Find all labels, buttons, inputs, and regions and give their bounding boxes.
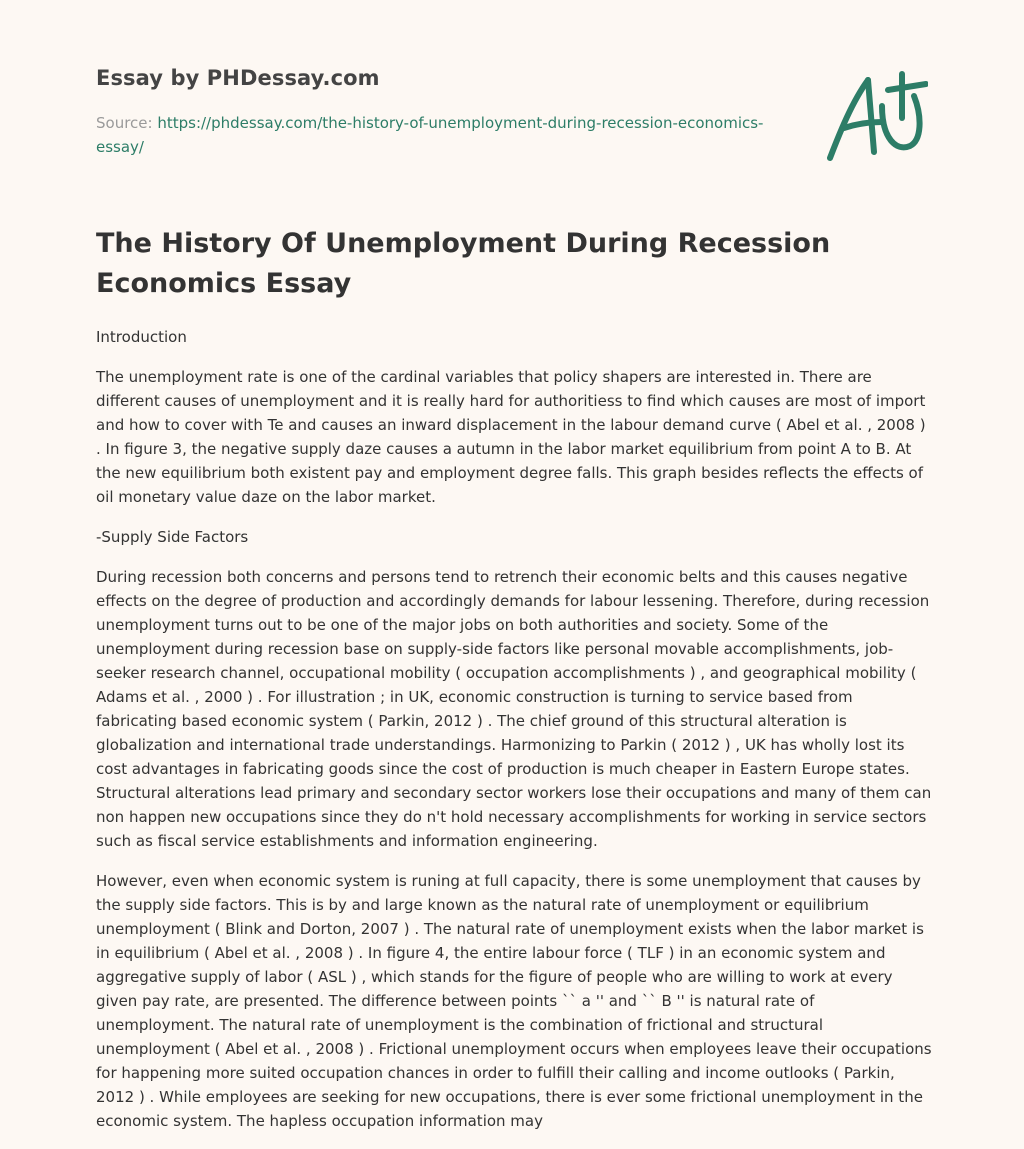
site-brand: Essay by PHDessay.com <box>96 66 380 90</box>
article-body <box>96 325 932 1149</box>
article-title: The History Of Unemployment During Recession Economics Essay <box>96 228 831 299</box>
paragraph-3: However, even when economic system is runing at full capacity, there is some unemployment that causes by the supply side factors. This is by and large known as the natural rate of unemployment or equilibrium unemployment ( Blink and Dorton, 2007 ) . The natural rate of unemployment exists when the labor market is in equilibrium ( Abel et al. , 2008 ) . In figure 4, the entire labour force ( TLF ) in an economic system and aggregative supply of labor ( ASL ) , which stands for the figure of people who are willing to work at every given pay rate, are presented. The difference between points `` a '' and `` B '' is natural rate of unemployment. The natural rate of unemployment is the combination of frictional and structural unemployment ( Abel et al. , 2008 ) . Frictional unemployment occurs when employees leave their occupations for happening more suited occupation chances in order to fulfill their calling and income outlooks ( Parkin, 2012 ) . While employees are seeking for new occupations, there is ever some frictional unemployment in the economic system. The hapless occupation information may <box>96 872 932 1130</box>
paragraph-introduction-heading: Introduction <box>96 328 187 346</box>
paragraph-supply-side-heading: -Supply Side Factors <box>96 528 249 546</box>
paragraph-1: The unemployment rate is one of the cardinal variables that policy shapers are interested in. There are different causes of unemployment and it is really hard for authoritiess to find which causes are most of import and how to cover with Te and causes an inward displacement in the labour demand curve ( Abel et al. , 2008 ) . In figure 3, the negative supply daze causes a autumn in the labor market equilibrium from point A to B. At the new equilibrium both existent pay and employment degree falls. This graph besides reflects the effects of oil monetary value daze on the labor market. <box>96 368 926 506</box>
a-plus-logo-icon <box>822 66 928 166</box>
source-link[interactable]: https://phdessay.com/the-history-of-unemployment-during-recession-economics-essay/ <box>96 114 764 156</box>
paragraph-2: During recession both concerns and persons tend to retrench their economic belts and this causes negative effects on the degree of production and accordingly demands for labour lessening. Therefore, during recession unemployment turns out to be one of the major jobs on both authorities and society. Some of the unemployment during recession base on supply-side factors like personal movable accomplishments, job-seeker research channel, occupational mobility ( occupation accomplishments ) , and geographical mobility ( Adams et al. , 2000 ) . For illustration ; in UK, economic construction is turning to service based from fabricating based economic system ( Parkin, 2012 ) . The chief ground of this structural alteration is globalization and international trade understandings. Harmonizing to Parkin ( 2012 ) , UK has wholly lost its cost advantages in fabricating goods since the cost of production is much cheaper in Eastern Europe states. Structural alterations lead primary and secondary sector workers lose their occupations and many of them can non happen new occupations since they do n't hold necessary accomplishments for working in service sectors such as fiscal service establishments and information engineering. <box>96 568 932 850</box>
source-line <box>96 111 786 159</box>
source-label: Source: <box>96 114 158 132</box>
